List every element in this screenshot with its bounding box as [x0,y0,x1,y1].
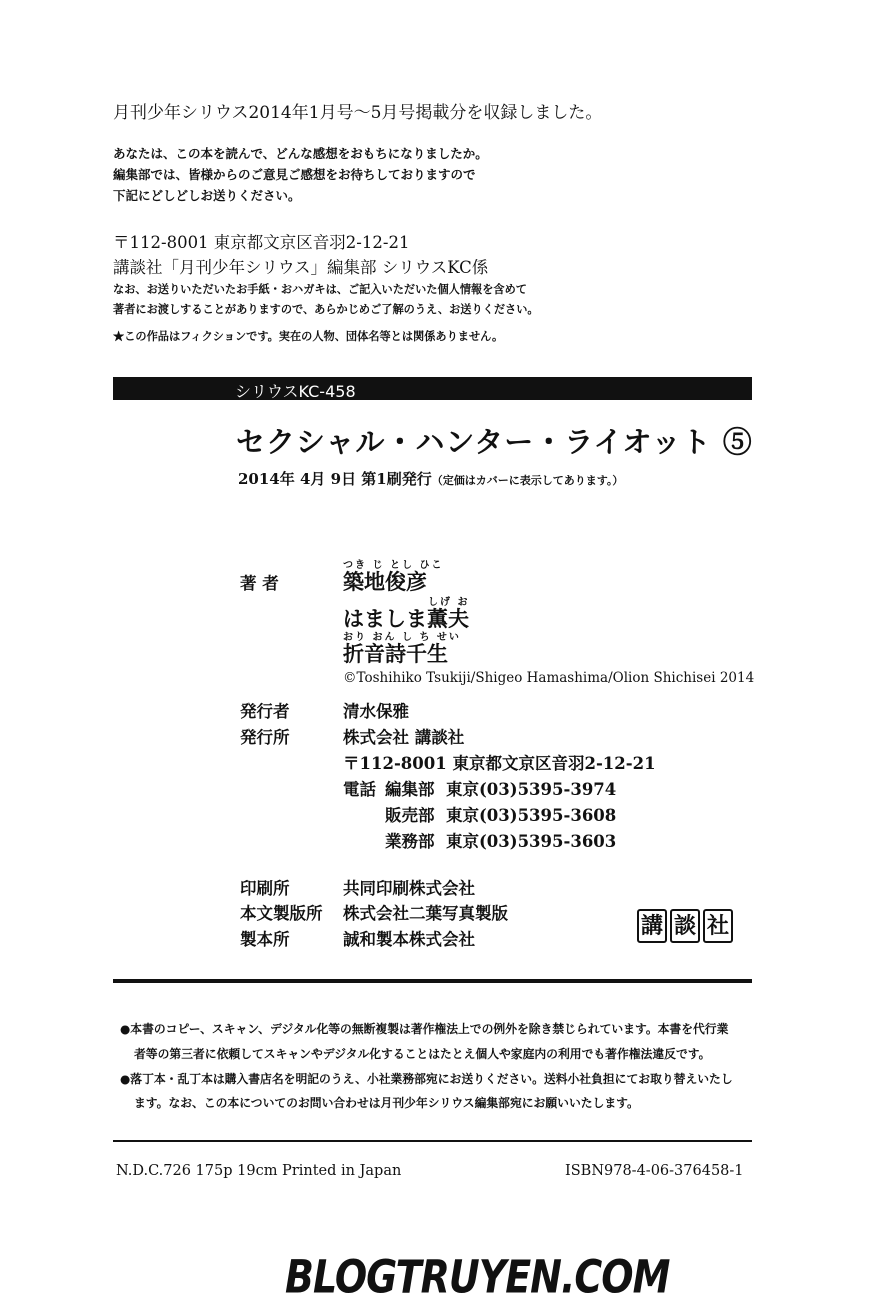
office-label: 発行所 [240,728,290,747]
isbn: ISBN978-4-06-376458-1 [565,1163,744,1179]
phone-label: 電話 [343,780,376,799]
book-info: N.D.C.726 175p 19cm Printed in Japan [116,1163,402,1179]
author-ruby: おり おん し ち せい [343,632,461,643]
author-name: はましま薫夫 [343,606,469,631]
office: 株式会社 講談社 [343,728,465,747]
copyright: ©Toshihiko Tsukiji/Shigeo Hamashima/Olion Shichisei 2014 [343,670,755,686]
logo-char: 講 [637,909,667,943]
phone-number: 東京(03)5395-3608 [446,806,617,825]
author-name: 築地俊彦 [343,569,427,594]
privacy-note: なお、お送りいただいたお手紙・おハガキは、ご記入いただいた個人情報を含めて [113,282,527,296]
publisher: 清水保雅 [343,702,409,721]
phone-dept: 編集部 [385,780,435,799]
office-address: 〒112-8001 東京都文京区音羽2-12-21 [343,754,656,773]
intro-line: あなたは、この本を読んで、どんな感想をおもちになりましたか。 [113,146,488,161]
phone-number: 東京(03)5395-3603 [446,832,617,851]
fiction-note: ★この作品はフィクションです。実在の人物、団体名等とは関係ありません。 [113,329,504,343]
phone-dept: 業務部 [385,832,435,851]
series-bar [113,377,752,400]
author-name: 折音詩千生 [343,641,448,666]
mail-address: 〒112-8001 東京都文京区音羽2-12-21 [113,233,410,252]
phone-number: 東京(03)5395-3974 [446,780,617,799]
book-title: セクシャル・ハンター・ライオット ⑤ [236,425,753,459]
collected-note: 月刊少年シリウス2014年1月号～5月号掲載分を収録しました。 [113,103,603,123]
printer-label: 印刷所 [240,879,290,898]
logo-char: 社 [703,909,733,943]
divider [113,979,752,983]
intro-line: 下記にどしどしお送りください。 [113,188,301,203]
author-label: 著 者 [240,574,279,593]
binder: 誠和製本株式会社 [343,930,475,949]
series-number: シリウスKC-458 [235,382,356,401]
kodansha-logo [637,909,733,943]
plate-maker: 株式会社二葉写真製版 [343,904,508,923]
notice-line: ●本書のコピー、スキャン、デジタル化等の無断複製は著作権法上での例外を除き禁じられています。本書を代行業 [120,1022,729,1036]
notice-line: ます。なお、この本についてのお問い合わせは月刊少年シリウス編集部宛にお願いいたします。 [134,1096,639,1110]
divider [113,1140,752,1142]
phone-dept: 販売部 [385,806,435,825]
printer: 共同印刷株式会社 [343,879,475,898]
notice-line: 者等の第三者に依頼してスキャンやデジタル化することはたとえ個人や家庭内の利用でも著作権法違反です。 [134,1047,711,1061]
binder-label: 製本所 [240,930,290,949]
privacy-note: 著者にお渡しすることがありますので、あらかじめご了解のうえ、お送りください。 [113,302,539,316]
mail-dept: 講談社「月刊少年シリウス」編集部 シリウスKC係 [113,258,489,277]
notice-line: ●落丁本・乱丁本は購入書店名を明記のうえ、小社業務部宛にお送りください。送料小社負担にてお取り替えいたし [120,1072,733,1086]
logo-char: 談 [670,909,700,943]
watermark: BLOGTRUYEN.COM [285,1250,670,1304]
author-ruby: しげ お [428,597,470,608]
author-ruby: つき じ とし ひこ [343,560,444,571]
issue-date: 2014年 4月 9日 第1刷発行（定価はカバーに表示してあります。） [238,470,624,488]
publisher-label: 発行者 [240,702,290,721]
intro-line: 編集部では、皆様からのご意見ご感想をお待ちしておりますので [113,167,476,182]
plate-label: 本文製版所 [240,904,323,923]
